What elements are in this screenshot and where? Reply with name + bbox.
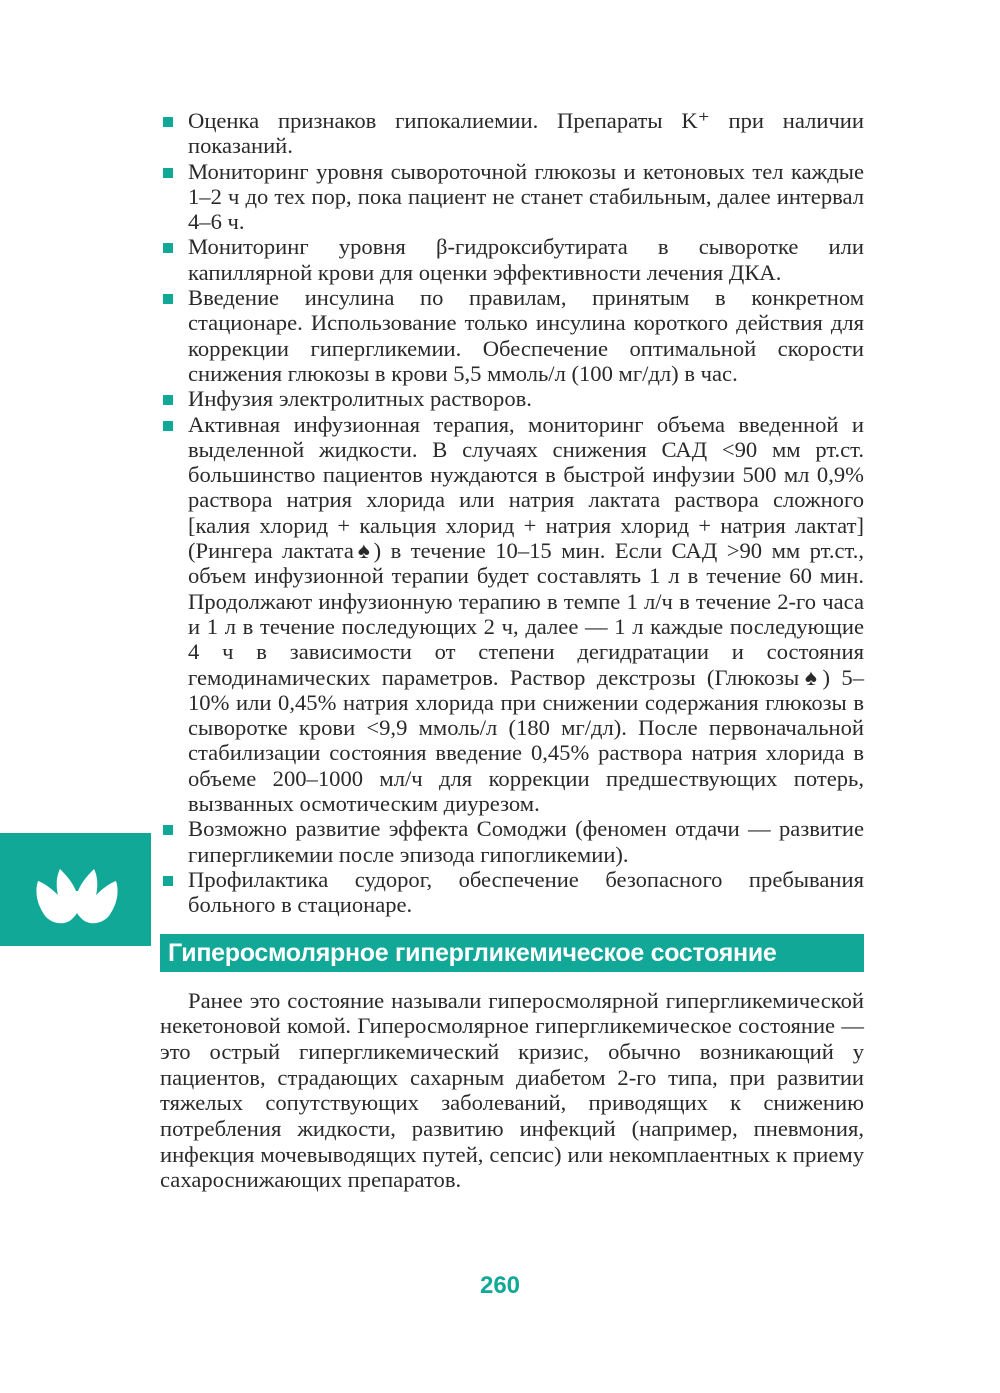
section-paragraph: Ранее это состояние называли гиперосмолярной гипергликемической некетоновой комой. Гиперосмолярное гипергликемическое состояние — это острый гипергликемический кризис, обычно возникающий у пациентов, страдающих сахарным диабетом 2-го типа, при развитии тяжелых сопутствующих заболеваний, приводящих к снижению потребления жидкости, развитию инфекций (например, пневмония, инфекция мочевыводящих путей, сепсис) или некомплаентных к приему сахароснижающих препаратов. (160, 987, 864, 1193)
chapter-side-tab (0, 833, 151, 946)
page-number: 260 (479, 1272, 521, 1299)
list-item-text: Активная инфузионная терапия, мониторинг объема введенной и выделенной жидкости. В случаях снижения САД <90 мм рт.ст. большинство пациентов нуждаются в быстрой инфузии 500 мл 0,9% раствора натрия хлорида или натрия лактата раствора сложного [калия хлорид + кальция хлорид + натрия хлорид + натрия лактат] (Рингера лактата♠) в течение 10–15 мин. Если САД >90 мм рт.ст., объем инфузионной терапии будет составлять 1 л в течение 60 мин. Продолжают инфузионную терапию в темпе 1 л/ч в течение 2-го часа и 1 л в течение последующих 2 ч, далее — 1 л каждые последующие 4 ч в зависимости от степени дегидратации и состояния гемодинамических параметров. Раствор декстрозы (Глюкозы♠) 5–10% или 0,45% натрия хлорида при снижении содержания глюкозы в сыворотке крови <9,9 ммоль/л (180 мг/дл). После первоначальной стабилизации состояния введение 0,45% раствора натрия хлорида в объеме 200–1000 мл/ч для коррекции предшествующих потерь, вызванных осмотическим диурезом. (188, 411, 864, 817)
square-bullet-icon (163, 421, 173, 431)
page-content (160, 108, 864, 1216)
list-item-text: Оценка признаков гипокалиемии. Препараты K⁺ при наличии показаний. (188, 108, 864, 159)
list-item-text: Мониторинг уровня сывороточной глюкозы и кетоновых тел каждые 1–2 ч до тех пор, пока пациент не станет стабильным, далее интервал 4–6 ч. (188, 158, 864, 235)
square-bullet-icon (163, 243, 173, 253)
square-bullet-icon (163, 117, 173, 127)
list-item (160, 108, 864, 159)
bullet-list (160, 108, 864, 918)
list-item (160, 386, 864, 411)
list-item-text: Введение инсулина по правилам, принятым в конкретном стационаре. Использование только инсулина короткого действия для коррекции гипергликемии. Обеспечение оптимальной скорости снижения глюкозы в крови 5,5 ммоль/л (100 мг/дл) в час. (188, 285, 864, 386)
square-bullet-icon (163, 294, 173, 304)
square-bullet-icon (163, 825, 173, 835)
list-item (160, 816, 864, 867)
list-item (160, 285, 864, 386)
list-item-text: Профилактика судорог, обеспечение безопасного пребывания больного в стационаре. (188, 866, 864, 918)
list-item-text: Мониторинг уровня β-гидроксибутирата в сыворотке или капиллярной крови для оценки эффективности лечения ДКА. (188, 234, 864, 285)
square-bullet-icon (163, 876, 173, 886)
square-bullet-icon (163, 395, 173, 405)
thyroid-gland-icon (0, 833, 151, 946)
section-heading: Гиперосмолярное гипергликемическое состояние (160, 934, 864, 972)
list-item (160, 867, 864, 918)
square-bullet-icon (163, 168, 173, 178)
list-item (160, 234, 864, 285)
list-item-text: Возможно развитие эффекта Сомоджи (феномен отдачи — развитие гипергликемии после эпизода гипогликемии). (188, 816, 864, 867)
list-item-text: Инфузия электролитных растворов. (188, 386, 532, 412)
list-item (160, 412, 864, 817)
list-item (160, 159, 864, 235)
